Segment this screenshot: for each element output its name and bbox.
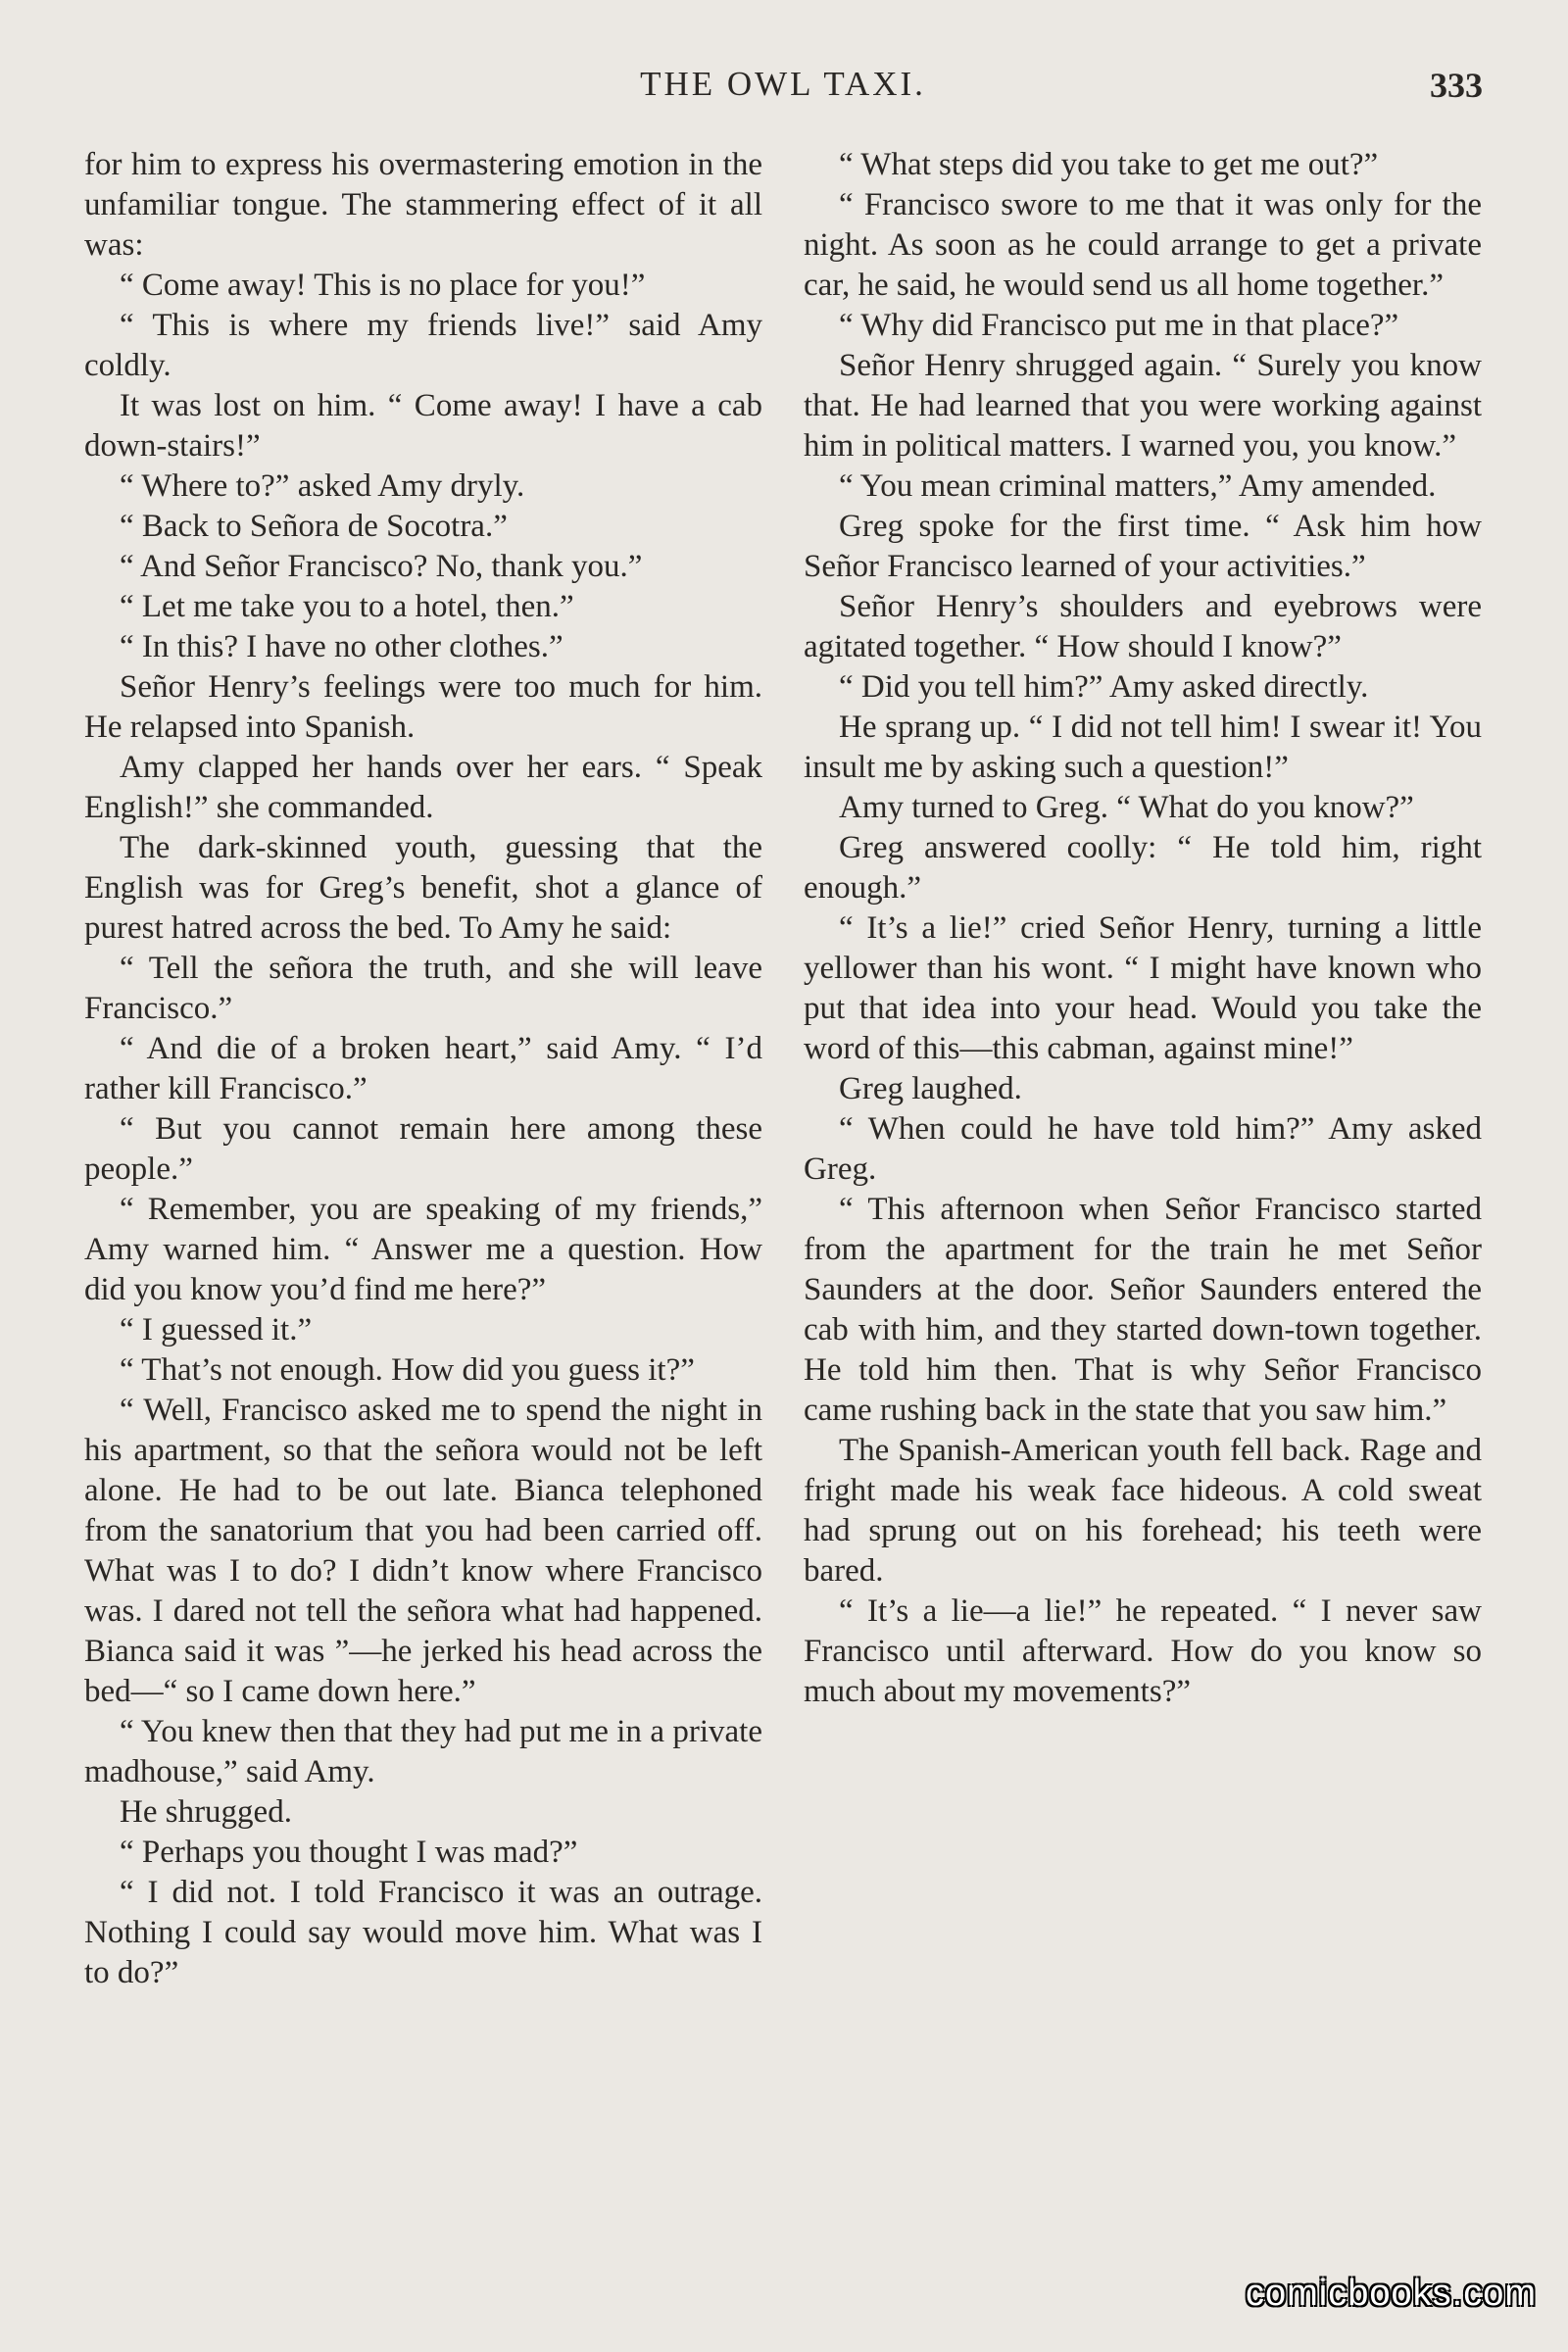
paragraph: “ Did you tell him?” Amy asked directly.: [839, 669, 1369, 705]
running-title: THE OWL TAXI.: [640, 65, 926, 103]
paragraph: “ You knew then that they had put me in a private madhouse,” said Amy.: [84, 1714, 762, 1789]
paragraph: “ It’s a lie!” cried Señor Henry, turning a little yellower than his wont. “ I might have known who put that idea into your head. Would you take the word of this—this cabman, against mine!”: [804, 910, 1482, 1066]
paragraph: “ This is where my friends live!” said Amy coldly.: [84, 308, 762, 383]
paragraph: Greg laughed.: [839, 1071, 1022, 1106]
paragraph: “ Remember, you are speaking of my friends,” Amy warned him. “ Answer me a question. How did you know you’d find me here?”: [84, 1192, 762, 1307]
paragraph: Amy turned to Greg. “ What do you know?”: [839, 790, 1414, 825]
paragraph: It was lost on him. “ Come away! I have a cab down-stairs!”: [84, 388, 762, 464]
paragraph: “ In this? I have no other clothes.”: [120, 629, 564, 664]
paragraph: “ I did not. I told Francisco it was an outrage. Nothing I could say would move him. What was I to do?”: [84, 1875, 762, 1990]
paragraph: “ Francisco swore to me that it was only for the night. As soon as he could arrange to get a private car, he said, he would send us all home together.”: [804, 187, 1482, 303]
paragraph: The Spanish-American youth fell back. Rage and fright made his weak face hideous. A cold sweat had sprung out on his forehead; his teeth were bared.: [804, 1433, 1482, 1589]
paragraph: Greg spoke for the first time. “ Ask him how Señor Francisco learned of your activities.”: [804, 509, 1482, 584]
left-column: [84, 145, 762, 1993]
paragraph: The dark-skinned youth, guessing that the English was for Greg’s benefit, shot a glance of purest hatred across the bed. To Amy he said:: [84, 830, 762, 946]
paragraph: “ It’s a lie—a lie!” he repeated. “ I never saw Francisco until afterward. How do you know so much about my movements?”: [804, 1593, 1482, 1709]
page-header: [83, 65, 1483, 116]
paragraph: “ What steps did you take to get me out?”: [839, 147, 1379, 182]
paragraph: He sprang up. “ I did not tell him! I swear it! You insult me by asking such a question!”: [804, 710, 1482, 785]
paragraph: “ Let me take you to a hotel, then.”: [120, 589, 574, 624]
paragraph: “ This afternoon when Señor Francisco started from the apartment for the train he met Señor Saunders at the door. Señor Saunders entered the cab with him, and they started down-town together. He told him then. That is why Señor Francisco came rushing back in the state that you saw him.”: [804, 1192, 1482, 1428]
paragraph: “ But you cannot remain here among these people.”: [84, 1111, 762, 1187]
paragraph: “ Come away! This is no place for you!”: [120, 268, 646, 303]
paragraph: “ I guessed it.”: [120, 1312, 313, 1348]
right-column: [804, 145, 1482, 1712]
paragraph: Señor Henry shrugged again. “ Surely you know that. He had learned that you were working against him in political matters. I warned you, you know.”: [804, 348, 1482, 464]
paragraph: “ When could he have told him?” Amy asked Greg.: [804, 1111, 1482, 1187]
paragraph: “ And Señor Francisco? No, thank you.”: [120, 549, 643, 584]
paragraph: Amy clapped her hands over her ears. “ Speak English!” she commanded.: [84, 750, 762, 825]
paragraph: “ And die of a broken heart,” said Amy. “ I’d rather kill Francisco.”: [84, 1031, 762, 1106]
paragraph: Señor Henry’s shoulders and eyebrows were agitated together. “ How should I know?”: [804, 589, 1482, 664]
paragraph: “ Back to Señora de Socotra.”: [120, 509, 508, 544]
paragraph: “ Perhaps you thought I was mad?”: [120, 1835, 578, 1870]
paragraph: Señor Henry’s feelings were too much for him. He relapsed into Spanish.: [84, 669, 762, 745]
paragraph: “ Tell the señora the truth, and she will leave Francisco.”: [84, 951, 762, 1026]
paragraph: “ Why did Francisco put me in that place?”: [839, 308, 1399, 343]
paragraph: “ That’s not enough. How did you guess it?”: [120, 1352, 695, 1388]
paragraph: “ Where to?” asked Amy dryly.: [120, 468, 525, 504]
paragraph: “ Well, Francisco asked me to spend the night in his apartment, so that the señora would not be left alone. He had to be out late. Bianca telephoned from the sanatorium that you had been carried off. What was I to do? I didn’t know where Francisco was. I dared not tell the señora what had happened. Bianca said it was ”—he jerked his head across the bed—“ so I came down here.”: [84, 1393, 762, 1709]
page-number: 333: [1430, 66, 1483, 105]
paragraph: Greg answered coolly: “ He told him, right enough.”: [804, 830, 1482, 906]
paragraph: for him to express his overmastering emotion in the unfamiliar tongue. The stammering effect of it all was:: [84, 147, 762, 263]
watermark: comicbooks.com: [1246, 2273, 1537, 2314]
paragraph: “ You mean criminal matters,” Amy amended.: [839, 468, 1437, 504]
paragraph: He shrugged.: [120, 1794, 292, 1830]
